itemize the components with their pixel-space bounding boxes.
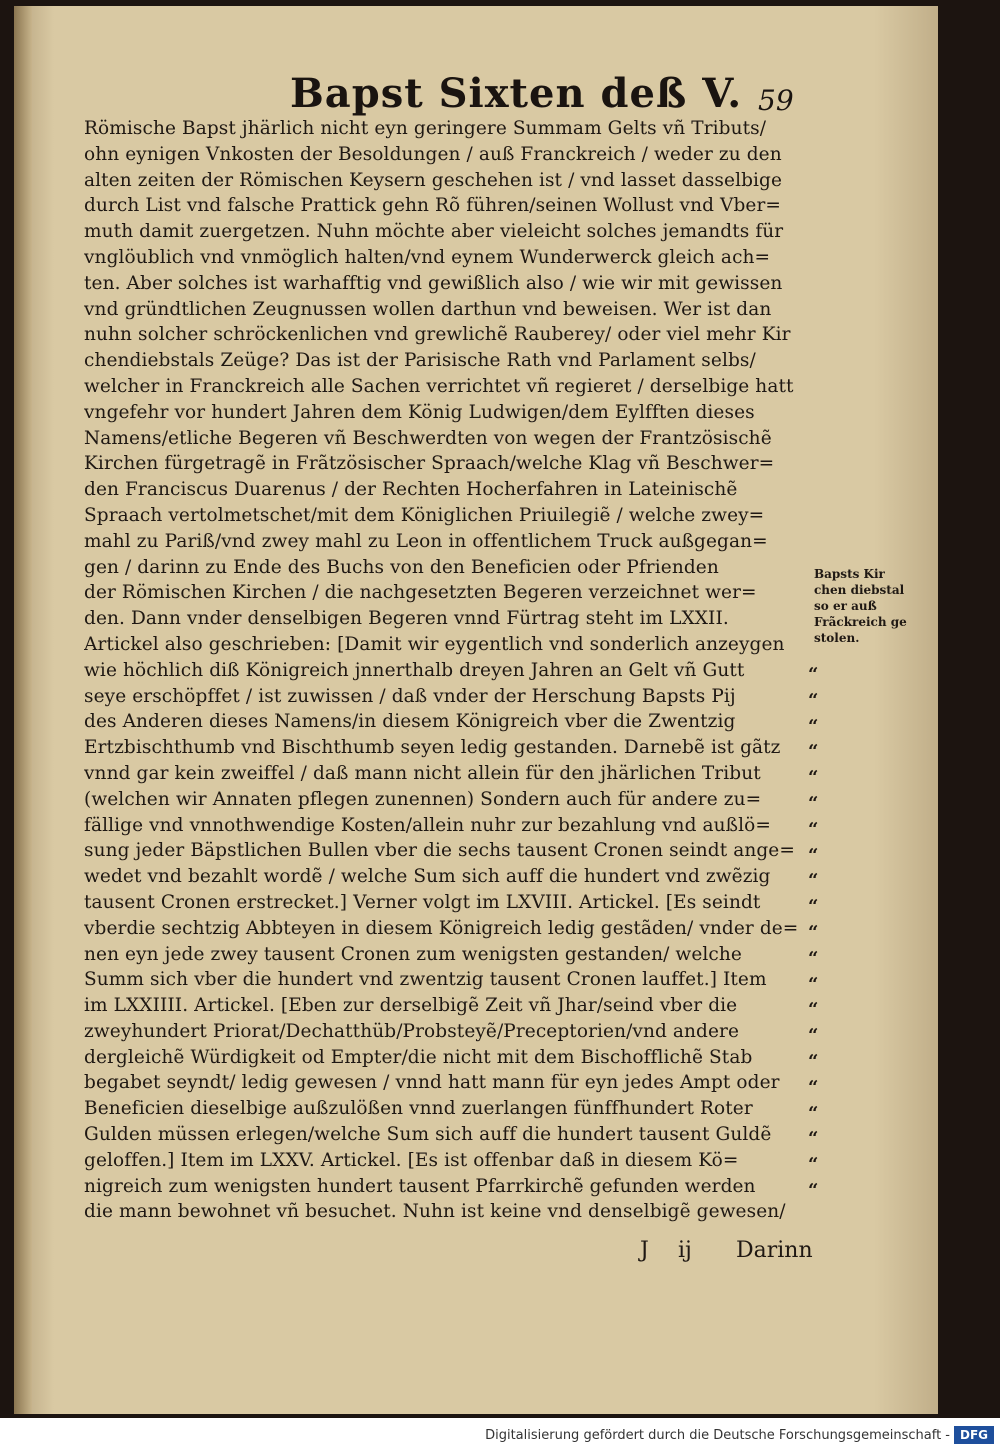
marginal-note-line: stolen. — [814, 631, 860, 645]
text-line: nen eyn jede zwey tausent Cronen zum wenigsten gestanden/ welche — [84, 943, 742, 965]
quote-mark: “ — [808, 999, 819, 1021]
text-line: vngefehr vor hundert Jahren dem König Ludwigen/dem Eylfften dieses — [84, 401, 755, 423]
quote-mark: “ — [808, 947, 819, 969]
marginal-note — [814, 566, 924, 646]
text-line: zweyhundert Priorat/Dechatthüb/Probsteyẽ/Preceptorien/vnd andere — [84, 1020, 740, 1042]
quote-marks-column — [808, 662, 838, 1204]
leaf-number: ij — [678, 1238, 692, 1263]
quote-mark: “ — [808, 870, 819, 892]
text-line: tausent Cronen erstrecket.] Verner volgt im LXVIII. Artickel. [Es seindt — [84, 891, 761, 913]
text-line: den Franciscus Duarenus / der Rechten Hocherfahren in Lateinischẽ — [84, 479, 738, 501]
quote-mark: “ — [808, 1179, 819, 1201]
text-line: chendiebstals Zeüge? Das ist der Parisische Rath vnd Parlament selbs/ — [84, 350, 756, 372]
quote-mark: “ — [808, 973, 819, 995]
marginal-note-line: so er auß — [814, 599, 877, 613]
text-line: des Anderen dieses Namens/in diesem Königreich vber die Zwentzig — [84, 711, 736, 733]
text-line: der Römischen Kirchen / die nachgesetzten Begeren verzeichnet wer= — [84, 582, 757, 604]
quote-mark: “ — [808, 1076, 819, 1098]
quote-mark: “ — [808, 741, 819, 763]
text-line: seye erschöpffet / ist zuwissen / daß vnder der Herschung Bapsts Pij — [84, 685, 736, 707]
text-line: Römische Bapst jhärlich nicht eyn geringere Summam Gelts vñ Tributs/ — [84, 118, 767, 139]
quote-mark: “ — [808, 1128, 819, 1150]
text-line: durch List vnd falsche Prattick gehn Rõ führen/seinen Wollust vnd Vber= — [84, 195, 782, 217]
quote-mark: “ — [808, 1050, 819, 1072]
text-line: Beneficien dieselbige außzulößen vnnd zuerlangen fünffhundert Roter — [84, 1098, 753, 1120]
quote-mark: “ — [808, 818, 819, 840]
main-text-block — [84, 116, 816, 1225]
catchword-line — [640, 1238, 830, 1268]
text-line: vnnd gar kein zweiffel / daß mann nicht allein für den jhärlichen Tribut — [84, 762, 761, 784]
text-line: muth damit zuergetzen. Nuhn möchte aber vieleicht solches jemandts für — [84, 221, 784, 243]
text-line: vberdie sechtzig Abbteyen in diesem Königreich ledig gestãden/ vnder de= — [84, 917, 799, 939]
signature-mark: J — [640, 1238, 649, 1263]
text-line: Ertzbischthumb vnd Bischthumb seyen ledig gestanden. Darnebẽ ist gãtz — [84, 737, 781, 759]
quote-mark: “ — [808, 792, 819, 814]
text-line: die mann bewohnet vñ besuchet. Nuhn ist keine vnd denselbigẽ gewesen/ — [84, 1201, 786, 1223]
text-line: wie höchlich diß Königreich jnnerthalb dreyen Jahren an Gelt vñ Gutt — [84, 659, 745, 681]
text-line: nigreich zum wenigsten hundert tausent Pfarrkirchẽ gefunden werden — [84, 1175, 756, 1197]
quote-mark: “ — [808, 1025, 819, 1047]
text-line: dergleichẽ Würdigkeit od Empter/die nicht mit dem Bischofflichẽ Stab — [84, 1046, 753, 1068]
text-line: fällige vnd vnnothwendige Kosten/allein nuhr zur bezahlung vnd außlö= — [84, 814, 771, 836]
text-line: Kirchen fürgetragẽ in Frãtzösischer Spraach/welche Klag vñ Beschwer= — [84, 453, 775, 475]
text-line: welcher in Franckreich alle Sachen verrichtet vñ regieret / derselbige hatt — [84, 375, 794, 397]
text-line: Spraach vertolmetschet/mit dem Königlichen Priuilegiẽ / welche zwey= — [84, 504, 765, 526]
text-line: vnglöublich vnd vnmöglich halten/vnd eynem Wunderwerck gleich ach= — [84, 246, 771, 268]
text-line: nuhn solcher schröckenlichen vnd grewlichẽ Rauberey/ oder viel mehr Kir — [84, 324, 791, 346]
text-line: vnd gründtlichen Zeugnussen wollen darthun vnd beweisen. Wer ist dan — [84, 298, 772, 320]
quote-mark: “ — [808, 844, 819, 866]
folio-number: 59 — [758, 84, 794, 117]
running-title: Bapst Sixten deß V. — [290, 70, 743, 117]
quote-mark: “ — [808, 715, 819, 737]
text-line: wedet vnd bezahlt wordẽ / welche Sum sich auff die hundert vnd zwẽzig — [84, 866, 771, 888]
text-line: ten. Aber solches ist warhafftig vnd gewißlich also / wie wir mit gewissen — [84, 272, 783, 294]
marginal-note-line: chen diebstal — [814, 583, 905, 597]
text-line: Summ sich vber die hundert vnd zwentzig tausent Cronen lauffet.] Item — [84, 969, 767, 991]
quote-mark: “ — [808, 1102, 819, 1124]
marginal-note-line: Frãckreich ge — [814, 615, 907, 629]
quote-mark: “ — [808, 767, 819, 789]
page-gutter — [14, 6, 32, 1414]
marginal-note-line: Bapsts Kir — [814, 567, 885, 581]
text-line: gen / darinn zu Ende des Buchs von den Beneficien oder Pfrienden — [84, 556, 719, 578]
quote-mark: “ — [808, 689, 819, 711]
quote-mark: “ — [808, 664, 819, 685]
quote-mark: “ — [808, 896, 819, 918]
text-line: sung jeder Bäpstlichen Bullen vber die sechs tausent Cronen seindt ange= — [84, 840, 795, 862]
text-line: begabet seyndt/ ledig gewesen / vnnd hatt mann für eyn jedes Ampt oder — [84, 1072, 780, 1094]
text-line: alten zeiten der Römischen Keysern geschehen ist / vnd lasset dasselbige — [84, 169, 783, 191]
text-line: mahl zu Pariß/vnd zwey mahl zu Leon in offentlichem Truck außgegan= — [84, 530, 768, 552]
quote-mark: “ — [808, 1154, 819, 1176]
text-line: ohn eynigen Vnkosten der Besoldungen / auß Franckreich / weder zu den — [84, 143, 782, 165]
catchword: Darinn — [736, 1238, 813, 1263]
text-line: im LXXIIII. Artickel. [Eben zur derselbigẽ Zeit vñ Jhar/seind vber die — [84, 995, 738, 1017]
text-line: Gulden müssen erlegen/welche Sum sich auff die hundert tausent Guldẽ — [84, 1124, 772, 1146]
text-line: Namens/etliche Begeren vñ Beschwerdten von wegen der Frantzösischẽ — [84, 427, 772, 449]
dfg-logo: DFG — [954, 1426, 994, 1444]
text-line: geloffen.] Item im LXXV. Artickel. [Es ist offenbar daß in diesem Kö= — [84, 1149, 739, 1171]
text-line: den. Dann vnder denselbigen Begeren vnnd Fürtrag steht im LXXII. — [84, 608, 729, 630]
text-line: Artickel also geschrieben: [Damit wir eygentlich vnd sonderlich anzeygen — [84, 633, 785, 655]
quote-mark: “ — [808, 921, 819, 943]
funding-credit: Digitalisierung gefördert durch die Deutsche Forschungsgemeinschaft - — [485, 1428, 950, 1443]
text-line: (welchen wir Annaten pflegen zunennen) Sondern auch für andere zu= — [84, 788, 762, 810]
digitization-footer — [0, 1418, 1000, 1452]
